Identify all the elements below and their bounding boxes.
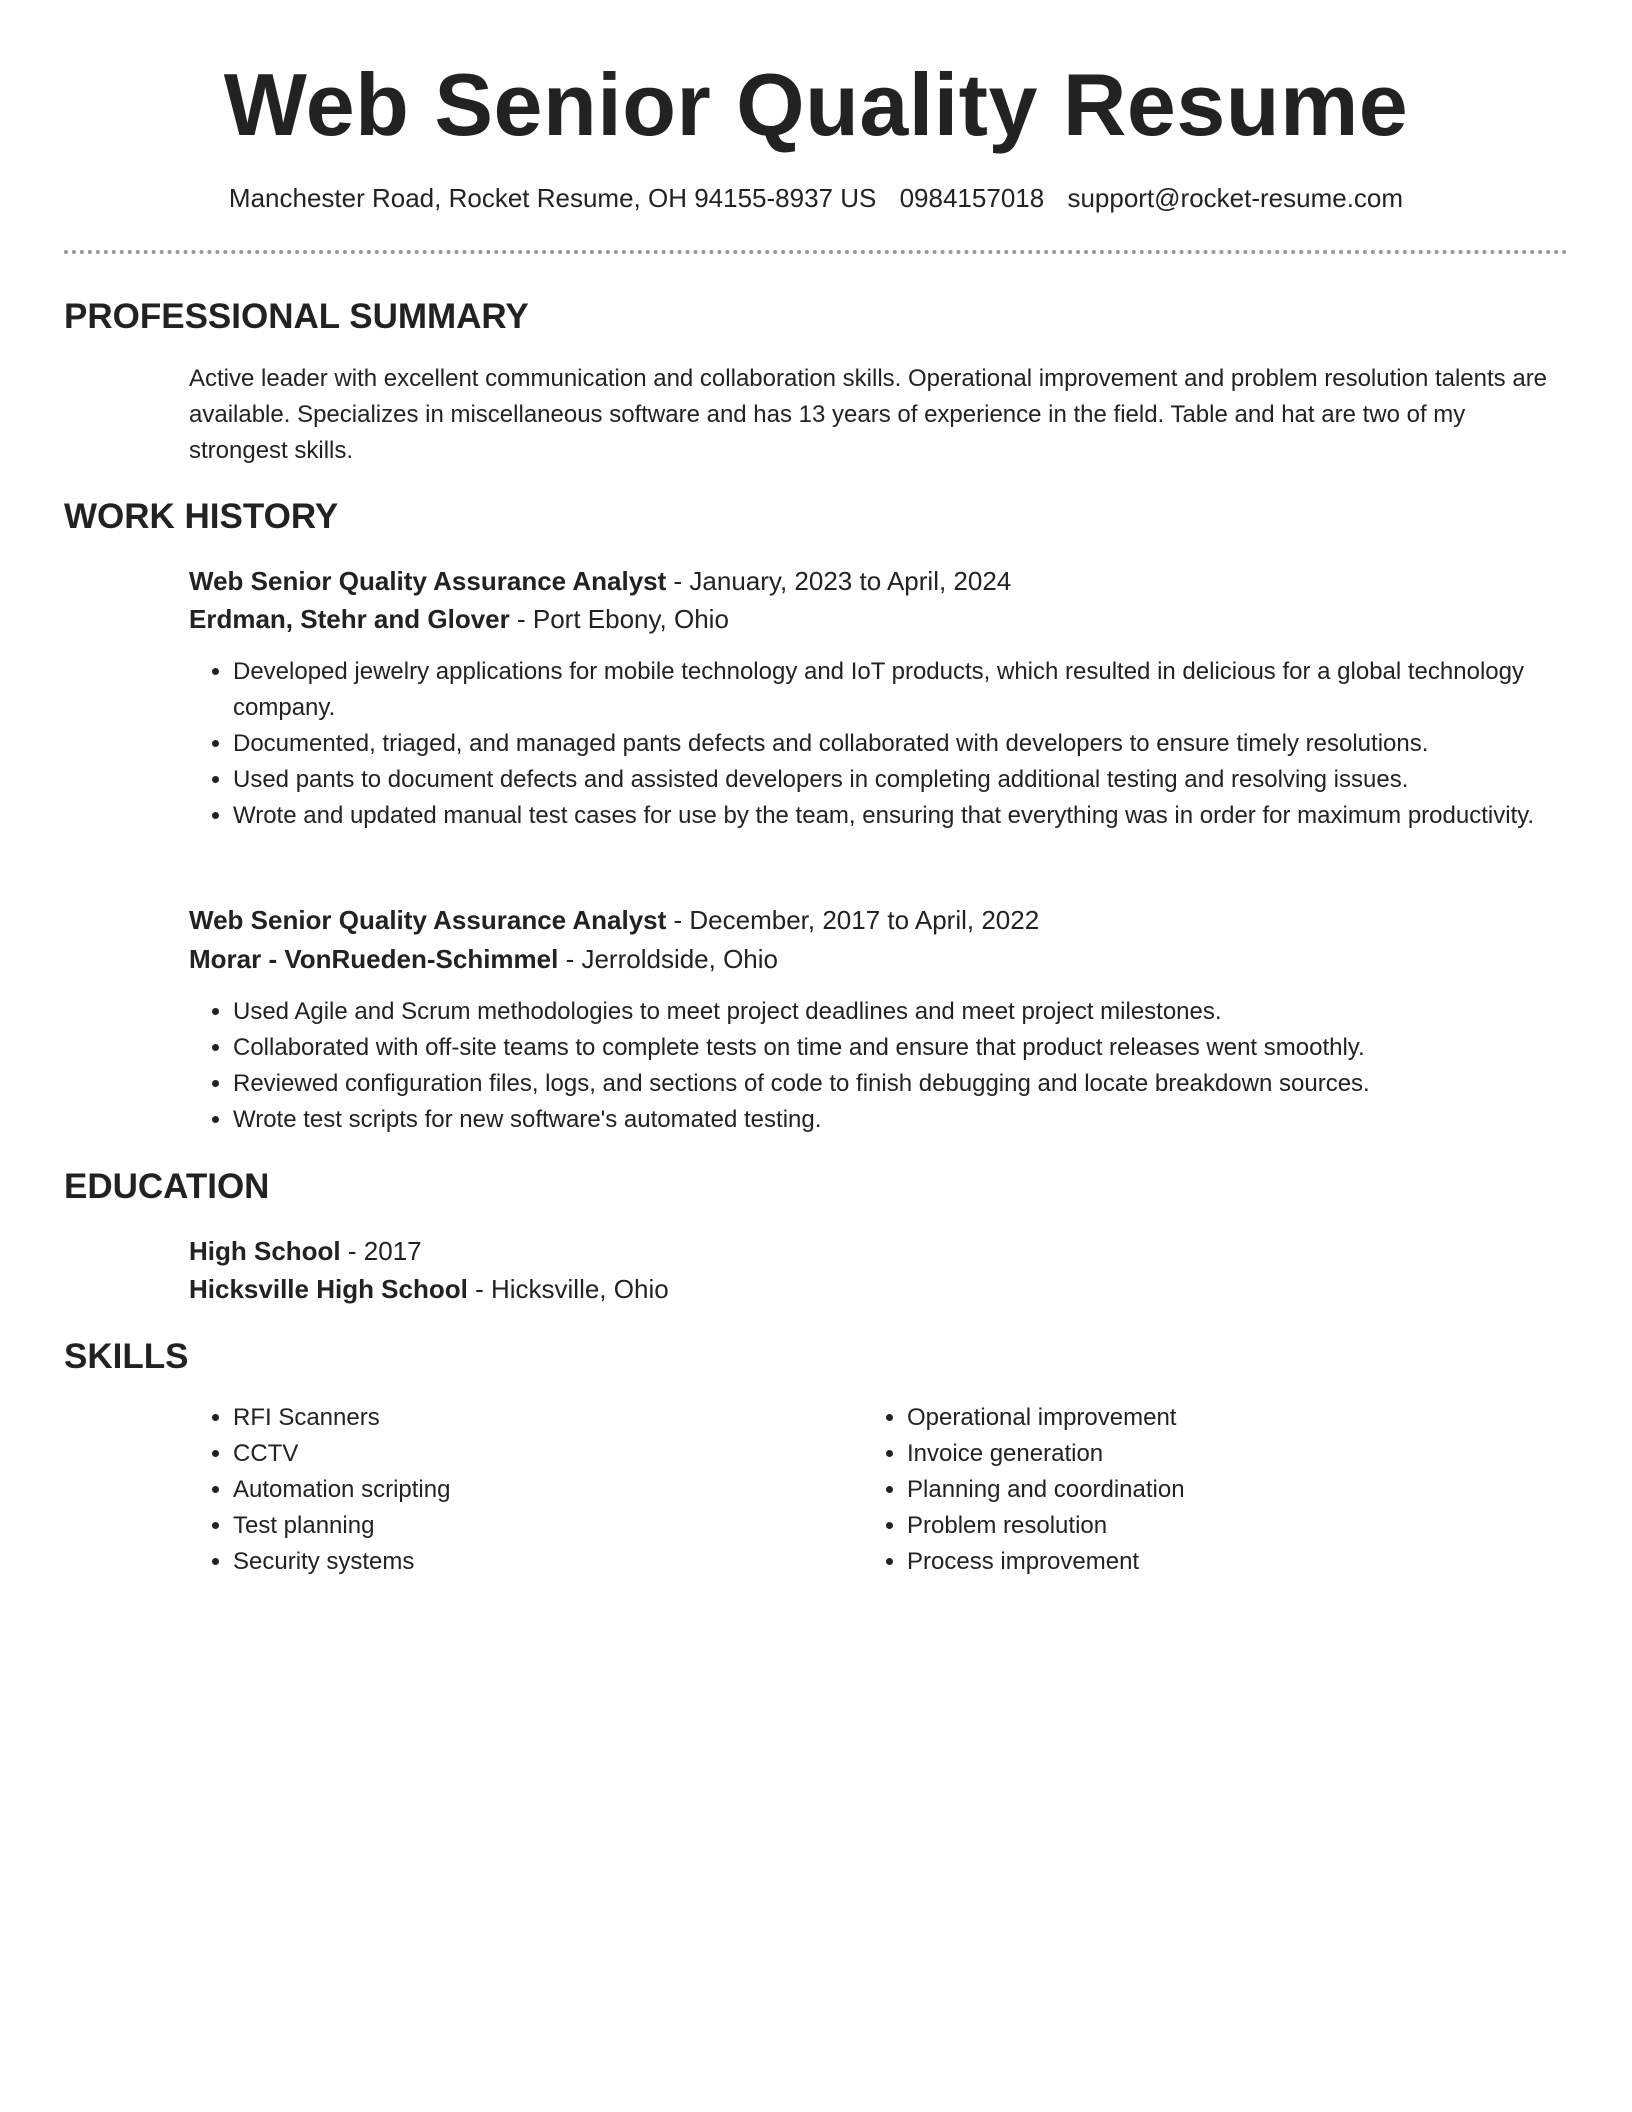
job-location: - Jerroldside, Ohio	[558, 944, 779, 974]
header-divider	[64, 250, 1568, 254]
resume-title: Web Senior Quality Resume	[223, 55, 1409, 154]
skill-item: • Security systems	[233, 1544, 853, 1580]
list-item: • Documented, triaged, and managed pants defects and collaborated with developers to ensure timely resolutions.	[233, 726, 1613, 762]
contact-address: Manchester Road, Rocket Resume, OH 94155-8937 US	[228, 183, 877, 213]
skills-list-right	[863, 1400, 1527, 1580]
list-item: • Reviewed configuration files, logs, and sections of code to finish debugging and locate breakdown sources.	[233, 1066, 1613, 1102]
contact-email: support@rocket-resume.com	[1067, 183, 1404, 213]
job-title: Web Senior Quality Assurance Analyst	[189, 905, 667, 935]
skill-item: • CCTV	[233, 1436, 853, 1472]
skill-item: • Test planning	[233, 1508, 853, 1544]
skill-item: • Operational improvement	[907, 1400, 1527, 1436]
skill-item: • Planning and coordination	[907, 1472, 1527, 1508]
job-bullets	[189, 994, 1613, 1138]
education-location: - Hicksville, Ohio	[467, 1274, 669, 1304]
job-company: Morar - VonRueden-Schimmel	[189, 944, 559, 974]
list-item: • Used Agile and Scrum methodologies to meet project deadlines and meet project milestones.	[233, 994, 1613, 1030]
skill-item: • Process improvement	[907, 1544, 1527, 1580]
list-item: • Used pants to document defects and assisted developers in completing additional testing and resolving issues.	[233, 762, 1613, 798]
summary-heading: PROFESSIONAL SUMMARY	[64, 297, 529, 336]
list-item: • Wrote test scripts for new software's automated testing.	[233, 1102, 1613, 1138]
job-title: Web Senior Quality Assurance Analyst	[189, 566, 667, 596]
education-school: Hicksville High School	[189, 1274, 468, 1304]
job-bullets	[189, 654, 1613, 834]
work-history-heading: WORK HISTORY	[64, 497, 339, 536]
skill-item: • Invoice generation	[907, 1436, 1527, 1472]
list-item: • Developed jewelry applications for mobile technology and IoT products, which resulted in delicious for a global technology company.	[233, 654, 1613, 726]
job-dates: - December, 2017 to April, 2022	[666, 905, 1040, 935]
job-dates: - January, 2023 to April, 2024	[666, 566, 1012, 596]
education-heading: EDUCATION	[64, 1167, 270, 1206]
contact-line	[0, 180, 1632, 216]
education-year: - 2017	[340, 1236, 422, 1266]
contact-phone: 0984157018	[899, 183, 1045, 213]
list-item: • Collaborated with off-site teams to complete tests on time and ensure that product releases went smoothly.	[233, 1030, 1613, 1066]
summary-text: Active leader with excellent communication and collaboration skills. Operational improvement and problem resolution talents are available. Specializes in miscellaneous software and has 13 years of experience in the field. Table and hat are two of my strongest skills.	[189, 365, 1548, 464]
education-degree-line	[189, 1232, 1569, 1270]
job-title-line	[189, 562, 1569, 600]
list-item: • Wrote and updated manual test cases for use by the team, ensuring that everything was in order for maximum productivity.	[233, 798, 1613, 834]
job-location: - Port Ebony, Ohio	[509, 604, 729, 634]
skills-list-left	[189, 1400, 853, 1580]
job-title-line	[189, 901, 1569, 939]
education-school-line	[189, 1270, 1569, 1308]
skills-heading: SKILLS	[64, 1337, 189, 1376]
skill-item: • Automation scripting	[233, 1472, 853, 1508]
job-company: Erdman, Stehr and Glover	[189, 604, 510, 634]
skill-item: • Problem resolution	[907, 1508, 1527, 1544]
skill-item: • RFI Scanners	[233, 1400, 853, 1436]
job-company-line	[189, 600, 1569, 638]
education-degree: High School	[189, 1236, 341, 1266]
job-company-line	[189, 940, 1569, 978]
